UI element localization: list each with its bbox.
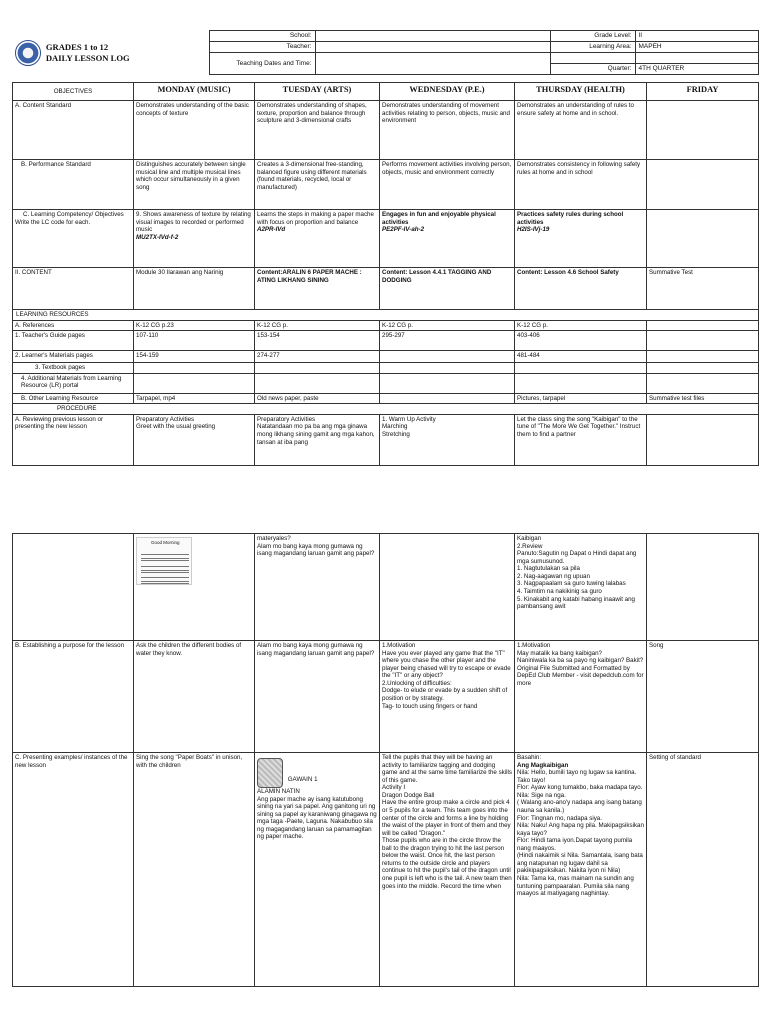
content-standard-monday: Demonstrates understanding of the basic concepts of texture (134, 101, 255, 160)
teaching-dates-field[interactable] (315, 53, 550, 75)
purpose-wednesday: 1.Motivation Have you ever played any game that the "IT" where you chase the other player and the player being chased will try to escape or evade the "IT" or any object? 2.Unlocking of difficulties: Dodge- to elude or evade by a sudden shift of position or by strategy. Tag- to touch using fingers or hand (380, 641, 515, 753)
day-header-friday: FRIDAY (647, 83, 759, 101)
table-row (13, 320, 759, 331)
references-monday: K-12 CG p.23 (134, 320, 255, 331)
table-row (13, 331, 759, 351)
references-friday (647, 320, 759, 331)
references-thursday: K-12 CG p. (515, 320, 647, 331)
table-row (13, 373, 759, 393)
review-thursday: Let the class sing the song "Kaibigan" to the tune of "The More We Get Together." Instruct them to find a partner (515, 414, 647, 465)
other-resource-label: B. Other Learning Resource (13, 393, 134, 404)
song-sheet-image: Good Morning (136, 537, 192, 585)
references-label: A. References (13, 320, 134, 331)
review-tuesday-continued: materyales? Alam mo bang kaya mong gumawa ng isang magandang laruan gamit ang papel? (255, 534, 380, 641)
lr-portal-label: 4. Additional Materials from Learning Resource (LR) portal (13, 373, 134, 393)
review-thursday-continued: Kaibigan 2.Review Panuto:Sagutin ng Dapat o Hindi dapat ang mga sumusunod. 1. Nagtutulakan sa pila 2. Nag-aagawan ng upuan 3. Nagpapaalam sa guro tuwing lalabas 4. Taimtim na nakikinig sa guro 5. Kinakabit ang katabi habang inaawit ang pambansang awit (515, 534, 647, 641)
purpose-tuesday: Alam mo bang kaya mong gumawa ng isang magandang laruan gamit ang papel? (255, 641, 380, 753)
presenting-friday: Setting of standard (647, 753, 759, 987)
table-row (13, 393, 759, 404)
quarter-field[interactable]: 4TH QUARTER (635, 64, 758, 75)
review-label: A. Reviewing previous lesson or presenting the new lesson (13, 414, 134, 465)
grade-level-field[interactable]: II (635, 31, 758, 42)
presenting-wednesday: Tell the pupils that they will be having an activity to familiarize tagging and dodging game and at the same time familiarize the skills of this game. Activity I Dragon Dodge Ball Have the entire group make a circle and pick 4 or 5 pupils for a team. This team goes into the center of the circle and forms a line by holding the waist of the player in front of them and they will be called "Dragon." Those pupils who are in the circle throw the ball to the dragon trying to hit the last person below the waist. Once hit, the last person returns to the outside circle and players continue to hit the pupil's tail of the dragon until one pupil is left who is the tail. A new team then goes into the middle. Record the time when (380, 753, 515, 987)
content-standard-tuesday: Demonstrates understanding of shapes, texture, proportion and balance through sculpture and 3-dimensional crafts (255, 101, 380, 160)
teacher-field[interactable] (315, 42, 550, 53)
learners-materials-monday: 154-159 (134, 351, 255, 363)
competency-monday: 9. Shows awareness of texture by relating visual images to recorded or performed music MU2TX-IVd-f-2 (134, 210, 255, 268)
performance-standard-friday (647, 160, 759, 210)
content-label: II. CONTENT (13, 268, 134, 310)
review-wednesday: 1. Warm Up Activity Marching Stretching (380, 414, 515, 465)
textbook-pages-label: 3. Textbook pages (13, 363, 134, 374)
content-friday: Summative Test (647, 268, 759, 310)
competency-label: C. Learning Competency/ Objectives Write the LC code for each. (13, 210, 134, 268)
learning-area-label: Learning Area: (550, 42, 635, 53)
table-row (13, 268, 759, 310)
table-row (13, 101, 759, 160)
page-title: GRADES 1 to 12 DAILY LESSON LOG (45, 42, 130, 63)
other-resource-tuesday: Old news paper, paste (255, 393, 380, 404)
day-header-monday: MONDAY (MUSIC) (134, 83, 255, 101)
learners-materials-thursday: 481-484 (515, 351, 647, 363)
references-wednesday: K-12 CG p. (380, 320, 515, 331)
title-block (12, 31, 209, 75)
teachers-guide-label: 1. Teacher's Guide pages (13, 331, 134, 351)
learners-materials-friday (647, 351, 759, 363)
day-header-thursday: THURSDAY (HEALTH) (515, 83, 647, 101)
teachers-guide-monday: 107-110 (134, 331, 255, 351)
review-friday (647, 414, 759, 465)
performance-standard-thursday: Demonstrates consistency in following safety rules at home and in school (515, 160, 647, 210)
competency-thursday: Practices safety rules during school activities H2IS-IVj-19 (515, 210, 647, 268)
table-row (13, 160, 759, 210)
learning-area-field[interactable]: MAPEH (635, 42, 758, 53)
competency-tuesday: Learns the steps in making a paper mache with focus on proportion and balance A2PR-IVd (255, 210, 380, 268)
quarter-label: Quarter: (550, 64, 635, 75)
performance-standard-monday: Distinguishes accurately between single musical line and multiple musical lines which occur simultaneously in a given song (134, 160, 255, 210)
presenting-thursday: Basahin: Ang Magkaibigan Nila: Hello, bumili tayo ng lugaw sa kantina. Tako tayo! Flor: Ayaw kong tumakbo, baka madapa tayo. Nila: Sige na nga. ( Walang ano-ano'y nadapa ang isang batang nauna sa kanila.) Flor: Tingnan mo, nadapa siya. Nila: Naku! Ang hapa ng pila. Makipagsiksikan kaya tayo? Flor: Hindi tama iyon.Dapat tayong pumila nang maayos. (Hindi nakaimik si Nila. Samantala, isang bata ang natapunan ng lugaw dahil sa pakikipagsiksikan. Nakita iyon ni Nila) Nila: Tama ka, mas mainam na sundin ang tuntuning pampaaralan. Pumila sila nang maayos at matiyagang naghintay. (515, 753, 647, 987)
content-wednesday: Content: Lesson 4.4.1 TAGGING AND DODGING (380, 268, 515, 310)
other-resource-monday: Tarpapel, mp4 (134, 393, 255, 404)
teaching-dates-label: Teaching Dates and Time: (209, 53, 315, 75)
content-thursday: Content: Lesson 4.6 School Safety (515, 268, 647, 310)
day-header-tuesday: TUESDAY (ARTS) (255, 83, 380, 101)
deped-seal-icon (15, 40, 41, 66)
header-table (12, 30, 759, 75)
purpose-thursday: 1.Motivation May matalik ka bang kaibigan? Naniniwala ka ba sa payo ng kaibigan? Bakit? Original File Submitted and Formatted by DepEd Club Member - visit depedclub.com for more (515, 641, 647, 753)
table-row (13, 404, 759, 415)
content-standard-friday (647, 101, 759, 160)
teachers-guide-tuesday: 153-154 (255, 331, 380, 351)
table-row (13, 363, 759, 374)
grade-level-label: Grade Level: (550, 31, 635, 42)
table-row (13, 534, 759, 641)
review-monday-continued (134, 534, 255, 641)
content-standard-thursday: Demonstrates an understanding of rules to ensure safety at home and in school. (515, 101, 647, 160)
gawain-illustration-image (257, 758, 283, 788)
performance-standard-tuesday: Creates a 3-dimensional free-standing, balanced figure using different materials (found materials, recycled, local or manufactured) (255, 160, 380, 210)
teacher-label: Teacher: (209, 42, 315, 53)
other-resource-wednesday (380, 393, 515, 404)
lesson-table-continued (12, 533, 759, 987)
school-label: School: (209, 31, 315, 42)
review-monday: Preparatory Activities Greet with the usual greeting (134, 414, 255, 465)
presenting-monday: Sing the song "Paper Boats" in unison, with the children (134, 753, 255, 987)
other-resource-friday: Summative test files (647, 393, 759, 404)
references-tuesday: K-12 CG p. (255, 320, 380, 331)
procedure-header: PROCEDURE (13, 404, 759, 415)
objectives-header: OBJECTIVES (13, 83, 134, 101)
table-row (13, 641, 759, 753)
other-resource-thursday: Pictures, tarpapel (515, 393, 647, 404)
teachers-guide-thursday: 403-406 (515, 331, 647, 351)
learners-materials-tuesday: 274-277 (255, 351, 380, 363)
day-header-wednesday: WEDNESDAY (P.E.) (380, 83, 515, 101)
competency-wednesday: Engages in fun and enjoyable physical activities PE2PF-IV-ah-2 (380, 210, 515, 268)
performance-standard-label: B. Performance Standard (13, 160, 134, 210)
content-tuesday: Content:ARALIN 6 PAPER MACHE : ATING LIKHANG SINING (255, 268, 380, 310)
content-standard-wednesday: Demonstrates understanding of movement activities relating to person, objects, music and environment (380, 101, 515, 160)
table-row (13, 753, 759, 987)
lesson-table (12, 82, 759, 466)
learners-materials-wednesday (380, 351, 515, 363)
purpose-label: B. Establishing a purpose for the lesson (13, 641, 134, 753)
content-standard-label: A. Content Standard (13, 101, 134, 160)
learning-resources-header: LEARNING RESOURCES (13, 310, 759, 321)
purpose-monday: Ask the children the different bodies of water they know. (134, 641, 255, 753)
presenting-label: C. Presenting examples/ instances of the new lesson (13, 753, 134, 987)
table-row (13, 351, 759, 363)
content-monday: Module 30 Ilarawan ang Narinig (134, 268, 255, 310)
purpose-friday: Song (647, 641, 759, 753)
teachers-guide-wednesday: 295-297 (380, 331, 515, 351)
table-row (13, 414, 759, 465)
school-field[interactable] (315, 31, 550, 42)
table-row (13, 210, 759, 268)
performance-standard-wednesday: Performs movement activities involving person, objects, music and environment correctly (380, 160, 515, 210)
learners-materials-label: 2. Learner's Materials pages (13, 351, 134, 363)
presenting-tuesday: GAWAIN 1 ALAMIN NATIN Ang paper mache ay isang katutubong sining na yari sa papel. Ang ganitong uri ng sining sa papel ay karaniwang ginagawa ng mga taga -Paete, Laguna. Nakabubuo sila ng magagandang laruan sa pamamagitan ng paper mache. (255, 753, 380, 987)
review-tuesday: Preparatory Activities Natatandaan mo pa ba ang mga ginawa mong likhang sining gamit ang mga kahon, tansan at iba pang (255, 414, 380, 465)
competency-friday (647, 210, 759, 268)
teachers-guide-friday (647, 331, 759, 351)
table-row (13, 310, 759, 321)
